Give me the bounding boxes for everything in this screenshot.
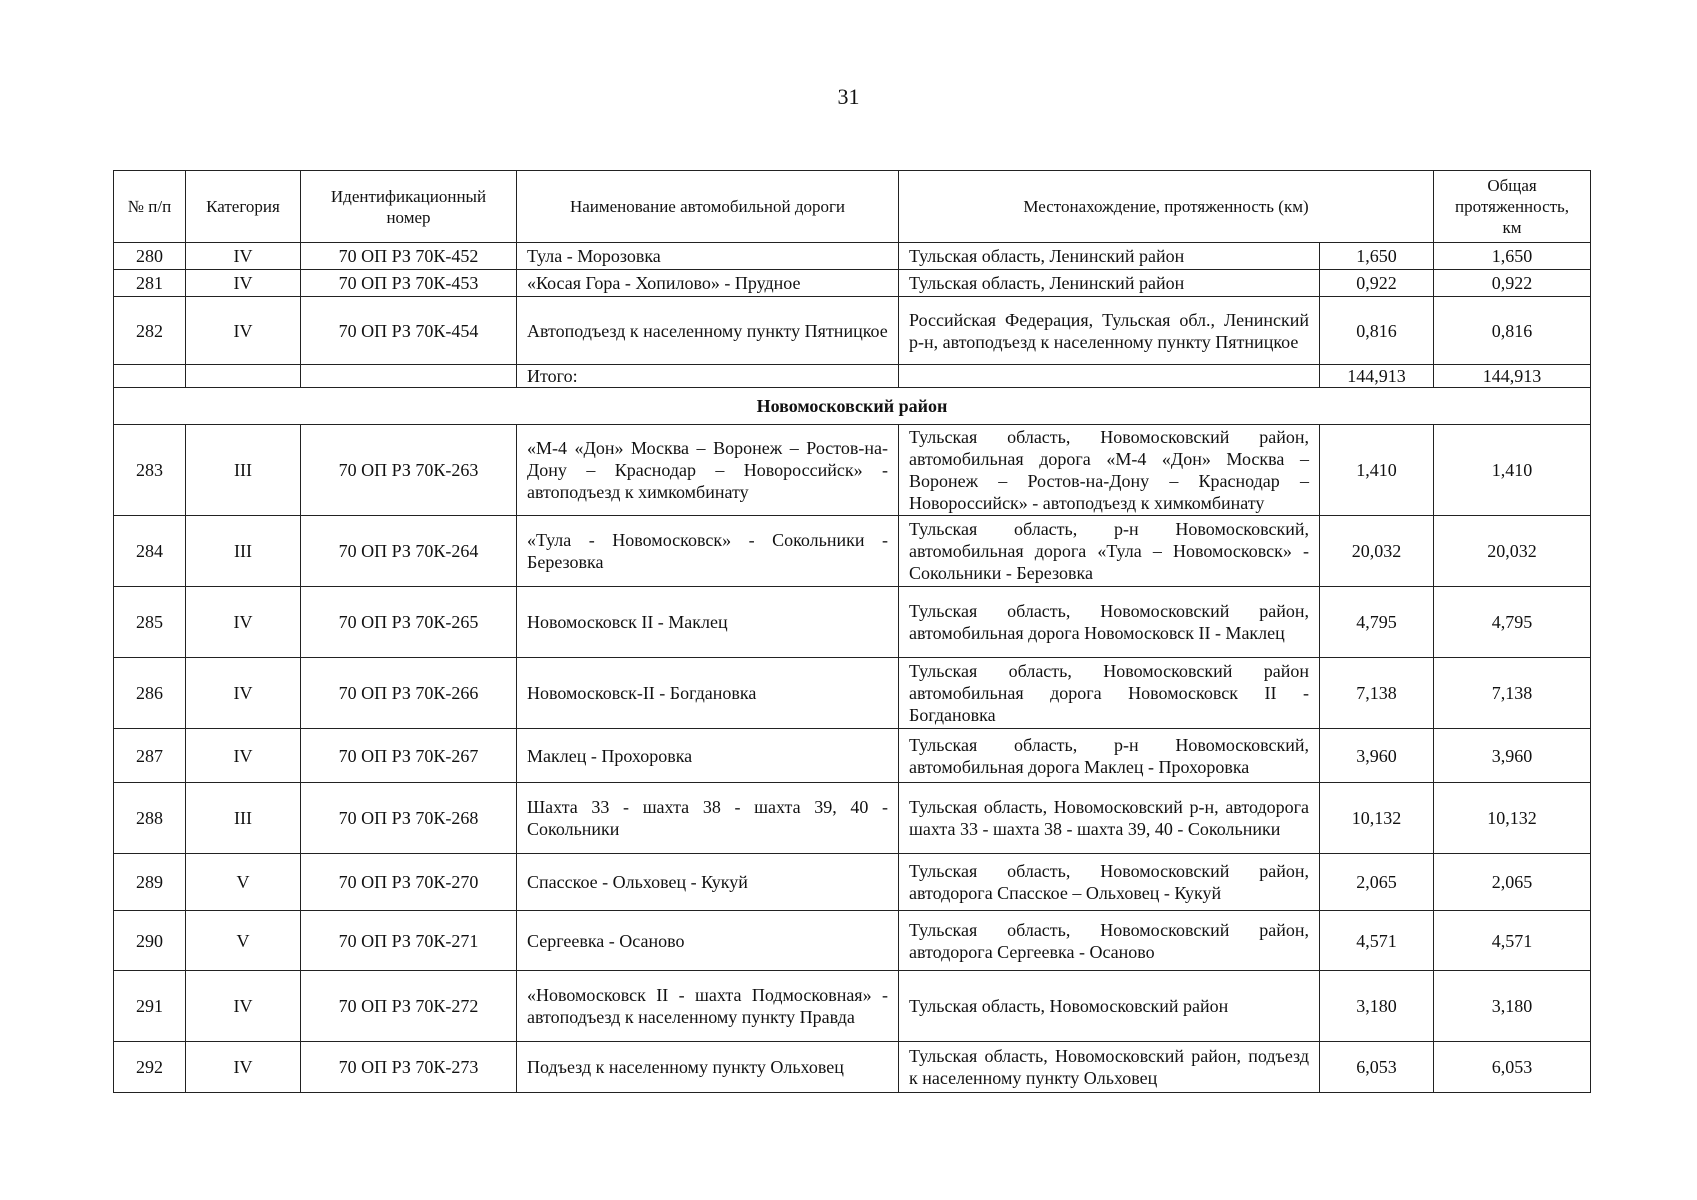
roads-table: [113, 170, 1591, 1093]
header-name: Наименование автомобильной дороги: [517, 171, 899, 243]
cell-total: 6,053: [1434, 1042, 1591, 1093]
cell-num: 282: [114, 297, 186, 365]
cell-length: 1,410: [1320, 425, 1434, 516]
cell-total: 4,795: [1434, 587, 1591, 658]
cell-length: 3,960: [1320, 729, 1434, 783]
table-row: [114, 911, 1591, 971]
subtotal-label: Итого:: [517, 365, 899, 388]
section-row: [114, 388, 1591, 425]
cell-location: Тульская область, Новомосковский район, автодорога Спасское – Ольховец - Кукуй: [899, 854, 1320, 911]
cell-length: 0,816: [1320, 297, 1434, 365]
cell-name: Новомосковск-II - Богдановка: [517, 658, 899, 729]
cell-id: 70 ОП РЗ 70К-266: [301, 658, 517, 729]
subtotal-total: 144,913: [1434, 365, 1591, 388]
cell-category: IV: [186, 270, 301, 297]
cell-location: Тульская область, Новомосковский р-н, автодорога шахта 33 - шахта 38 - шахта 39, 40 - Сокольники: [899, 783, 1320, 854]
header-id: Идентификационный номер: [301, 171, 517, 243]
header-num: № п/п: [114, 171, 186, 243]
cell-category: IV: [186, 971, 301, 1042]
cell-category: V: [186, 854, 301, 911]
cell-name: Тула - Морозовка: [517, 243, 899, 270]
cell-total: 1,410: [1434, 425, 1591, 516]
cell-length: 7,138: [1320, 658, 1434, 729]
cell-total: 3,180: [1434, 971, 1591, 1042]
cell-name: Автоподъезд к населенному пункту Пятницкое: [517, 297, 899, 365]
cell-length: 4,795: [1320, 587, 1434, 658]
cell-length: 6,053: [1320, 1042, 1434, 1093]
cell-total: 1,650: [1434, 243, 1591, 270]
cell-total: 2,065: [1434, 854, 1591, 911]
table-row: [114, 270, 1591, 297]
cell-name: Подъезд к населенному пункту Ольховец: [517, 1042, 899, 1093]
cell-location: Тульская область, Новомосковский район, автодорога Сергеевка - Осаново: [899, 911, 1320, 971]
cell-id: 70 ОП РЗ 70К-263: [301, 425, 517, 516]
cell-name: Спасское - Ольховец - Кукуй: [517, 854, 899, 911]
cell-name: «Новомосковск II - шахта Подмосковная» - автоподъезд к населенному пункту Правда: [517, 971, 899, 1042]
cell-category: III: [186, 783, 301, 854]
cell-category: III: [186, 425, 301, 516]
cell-id: 70 ОП РЗ 70К-268: [301, 783, 517, 854]
cell-category: IV: [186, 658, 301, 729]
cell-num: 291: [114, 971, 186, 1042]
cell-id: 70 ОП РЗ 70К-453: [301, 270, 517, 297]
page-number: 31: [837, 84, 860, 109]
cell-num: 281: [114, 270, 186, 297]
header-location: Местонахождение, протяженность (км): [899, 171, 1434, 243]
cell-length: 4,571: [1320, 911, 1434, 971]
cell-num: 285: [114, 587, 186, 658]
cell-length: 1,650: [1320, 243, 1434, 270]
cell-num: 286: [114, 658, 186, 729]
cell-location: Тульская область, Ленинский район: [899, 243, 1320, 270]
cell-id: 70 ОП РЗ 70К-264: [301, 516, 517, 587]
cell-total: 10,132: [1434, 783, 1591, 854]
cell-category: IV: [186, 587, 301, 658]
cell-name: «Косая Гора - Хопилово» - Прудное: [517, 270, 899, 297]
table-row: [114, 854, 1591, 911]
cell-name: «М-4 «Дон» Москва – Воронеж – Ростов-на-Дону – Краснодар – Новороссийск» - автоподъезд к химкомбинату: [517, 425, 899, 516]
cell-num: 288: [114, 783, 186, 854]
cell-id: 70 ОП РЗ 70К-272: [301, 971, 517, 1042]
cell-category: III: [186, 516, 301, 587]
cell-id: 70 ОП РЗ 70К-273: [301, 1042, 517, 1093]
table-row: [114, 297, 1591, 365]
cell-empty: [301, 365, 517, 388]
cell-total: 4,571: [1434, 911, 1591, 971]
cell-num: 292: [114, 1042, 186, 1093]
table-row: [114, 658, 1591, 729]
cell-total: 0,816: [1434, 297, 1591, 365]
table-row: [114, 1042, 1591, 1093]
cell-num: 290: [114, 911, 186, 971]
cell-num: 280: [114, 243, 186, 270]
header-category: Категория: [186, 171, 301, 243]
header-row: [114, 171, 1591, 243]
subtotal-row: [114, 365, 1591, 388]
cell-location: Тульская область, р-н Новомосковский, автомобильная дорога «Тула – Новомосковск» - Сокольники - Березовка: [899, 516, 1320, 587]
cell-num: 284: [114, 516, 186, 587]
cell-length: 10,132: [1320, 783, 1434, 854]
cell-location: Российская Федерация, Тульская обл., Ленинский р-н, автоподъезд к населенному пункту Пятницкое: [899, 297, 1320, 365]
cell-id: 70 ОП РЗ 70К-267: [301, 729, 517, 783]
cell-name: Сергеевка - Осаново: [517, 911, 899, 971]
cell-category: IV: [186, 243, 301, 270]
section-title: Новомосковский район: [114, 388, 1591, 425]
cell-empty: [114, 365, 186, 388]
cell-location: Тульская область, Новомосковский район: [899, 971, 1320, 1042]
cell-id: 70 ОП РЗ 70К-271: [301, 911, 517, 971]
cell-num: 283: [114, 425, 186, 516]
subtotal-length: 144,913: [1320, 365, 1434, 388]
cell-location: Тульская область, р-н Новомосковский, автомобильная дорога Маклец - Прохоровка: [899, 729, 1320, 783]
cell-location: Тульская область, Новомосковский район автомобильная дорога Новомосковск II - Богдановка: [899, 658, 1320, 729]
cell-empty: [186, 365, 301, 388]
cell-category: IV: [186, 729, 301, 783]
cell-name: Маклец - Прохоровка: [517, 729, 899, 783]
cell-location: Тульская область, Новомосковский район, автомобильная дорога Новомосковск II - Маклец: [899, 587, 1320, 658]
cell-id: 70 ОП РЗ 70К-454: [301, 297, 517, 365]
table-row: [114, 783, 1591, 854]
cell-length: 3,180: [1320, 971, 1434, 1042]
cell-name: «Тула - Новомосковск» - Сокольники - Березовка: [517, 516, 899, 587]
cell-location: Тульская область, Новомосковский район, автомобильная дорога «М-4 «Дон» Москва – Воронеж – Ростов-на-Дону – Краснодар – Новороссийск» - автоподъезд к химкомбинату: [899, 425, 1320, 516]
cell-total: 20,032: [1434, 516, 1591, 587]
table-row: [114, 243, 1591, 270]
cell-id: 70 ОП РЗ 70К-452: [301, 243, 517, 270]
cell-length: 20,032: [1320, 516, 1434, 587]
table-row: [114, 425, 1591, 516]
cell-id: 70 ОП РЗ 70К-270: [301, 854, 517, 911]
cell-location: Тульская область, Новомосковский район, подъезд к населенному пункту Ольховец: [899, 1042, 1320, 1093]
cell-total: 3,960: [1434, 729, 1591, 783]
cell-category: IV: [186, 297, 301, 365]
cell-total: 7,138: [1434, 658, 1591, 729]
cell-id: 70 ОП РЗ 70К-265: [301, 587, 517, 658]
table-row: [114, 971, 1591, 1042]
cell-name: Шахта 33 - шахта 38 - шахта 39, 40 - Сокольники: [517, 783, 899, 854]
header-total: Общая протяженность, км: [1434, 171, 1591, 243]
table-row: [114, 587, 1591, 658]
cell-empty: [899, 365, 1320, 388]
cell-length: 2,065: [1320, 854, 1434, 911]
cell-name: Новомосковск II - Маклец: [517, 587, 899, 658]
cell-total: 0,922: [1434, 270, 1591, 297]
table-row: [114, 729, 1591, 783]
cell-category: IV: [186, 1042, 301, 1093]
cell-num: 287: [114, 729, 186, 783]
cell-num: 289: [114, 854, 186, 911]
cell-category: V: [186, 911, 301, 971]
cell-location: Тульская область, Ленинский район: [899, 270, 1320, 297]
table-row: [114, 516, 1591, 587]
cell-length: 0,922: [1320, 270, 1434, 297]
